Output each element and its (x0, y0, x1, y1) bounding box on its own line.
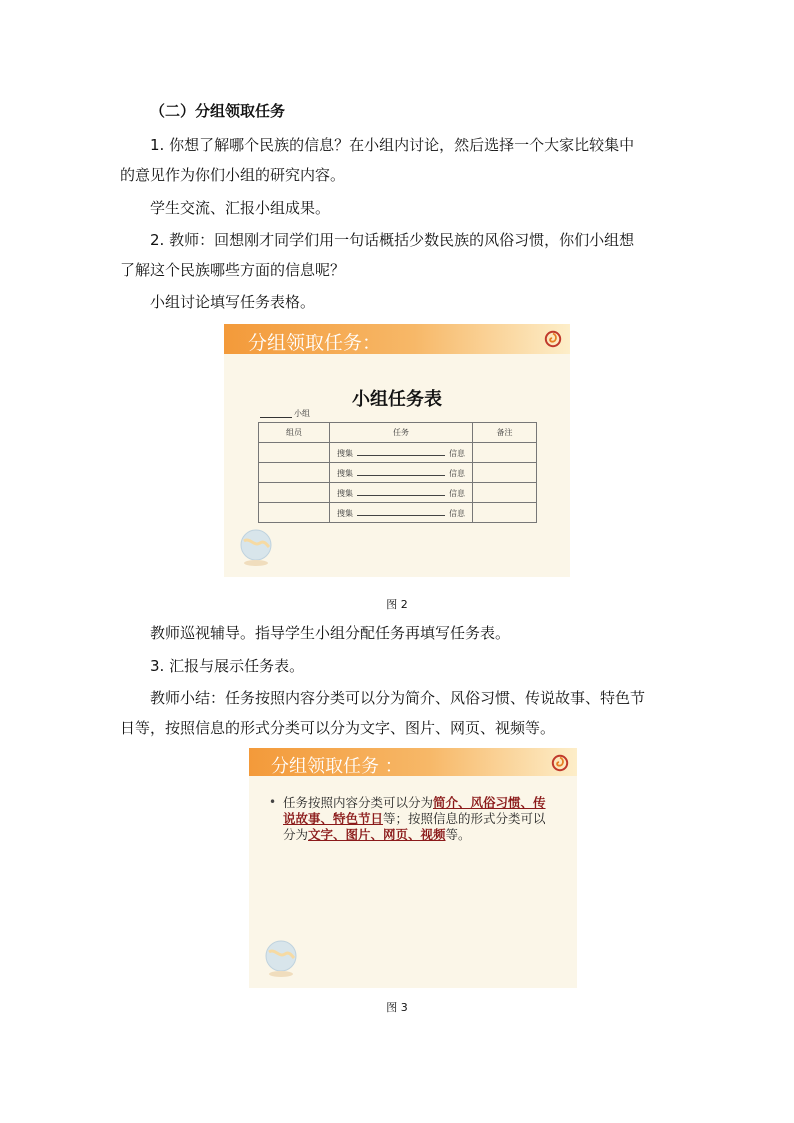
table-row (259, 463, 537, 483)
slide-group-task-table (224, 324, 570, 577)
row-prefix: 搜集 (337, 448, 353, 458)
slide-task-summary (249, 748, 577, 988)
paragraph-4: 小组讨论填写任务表格。 (150, 293, 316, 311)
row-suffix: 信息 (449, 508, 465, 518)
swirl-logo-icon (551, 754, 569, 772)
summary-text: 任务按照内容分类可以分为简介、风俗习惯、传说故事、特色节日等；按照信息的形式分类可以分为文字、图片、网页、视频等。 (283, 795, 546, 842)
paragraph-6: 3. 汇报与展示任务表。 (150, 657, 305, 675)
format-categories: 文字、图片、网页、视频 (308, 827, 446, 842)
slide-header-bar (249, 748, 577, 776)
paragraph-3-line-2: 了解这个民族哪些方面的信息呢？ (120, 261, 346, 279)
group-label: 小组 (294, 409, 310, 418)
figure-caption-2: 图 2 (386, 598, 408, 611)
paragraph-5: 教师巡视辅导。指导学生小组分配任务再填写任务表。 (150, 624, 511, 642)
paragraph-7-line-1: 教师小结：任务按照内容分类可以分为简介、风俗习惯、传说故事、特色节 (150, 689, 646, 707)
row-suffix: 信息 (449, 488, 465, 498)
column-header-task: 任务 (330, 423, 473, 443)
table-row (259, 443, 537, 463)
task-table (258, 422, 537, 523)
paragraph-1-line-1: 1. 你想了解哪个民族的信息？在小组内讨论，然后选择一个大家比较集中 (150, 136, 635, 154)
paragraph-2: 学生交流、汇报小组成果。 (150, 199, 331, 217)
slide-header-bar (224, 324, 570, 354)
slide-header-title: 分组领取任务： (248, 332, 382, 354)
group-name-blank (260, 417, 292, 418)
swirl-logo-icon (544, 330, 562, 348)
content-categories: 简介、风俗习惯、传说故事、特色节日 (283, 795, 546, 826)
row-suffix: 信息 (449, 468, 465, 478)
column-header-notes: 备注 (473, 423, 537, 443)
paragraph-1-line-2: 的意见作为你们小组的研究内容。 (120, 166, 346, 184)
row-prefix: 搜集 (337, 468, 353, 478)
paragraph-3-line-1: 2. 教师：回想刚才同学们用一句话概括少数民族的风俗习惯，你们小组想 (150, 231, 635, 249)
task-table-title: 小组任务表 (352, 389, 442, 410)
paragraph-7-line-2: 日等，按照信息的形式分类可以分为文字、图片、网页、视频等。 (120, 719, 556, 737)
bullet-marker: • (269, 795, 277, 809)
globe-icon (259, 936, 303, 980)
row-suffix: 信息 (449, 448, 465, 458)
row-prefix: 搜集 (337, 488, 353, 498)
column-header-members: 组员 (259, 423, 330, 443)
row-prefix: 搜集 (337, 508, 353, 518)
section-title: （二）分组领取任务 (150, 102, 286, 120)
table-row (259, 483, 537, 503)
figure-caption-3: 图 3 (386, 1001, 408, 1014)
slide-header-title: 分组领取任务 ： (271, 756, 403, 777)
table-row (259, 503, 537, 523)
globe-icon (234, 525, 278, 569)
